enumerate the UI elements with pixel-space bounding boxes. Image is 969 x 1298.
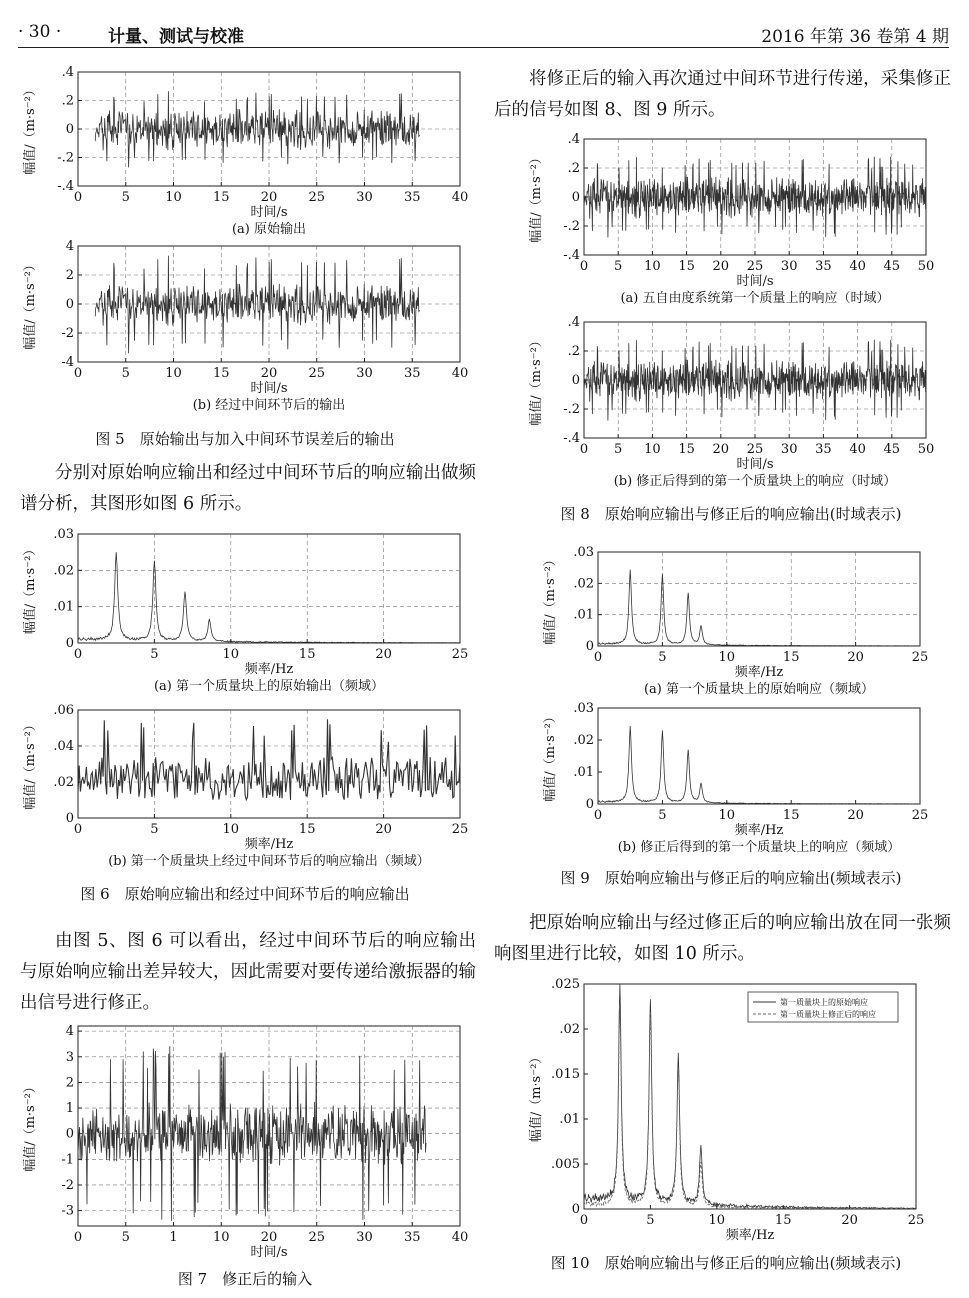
x-tick-label: 5: [658, 650, 667, 665]
y-tick-label: .4: [567, 132, 580, 147]
y-tick-label: -3: [61, 1203, 74, 1219]
plot-frame: [598, 552, 920, 646]
x-tick-label: 30: [356, 1230, 373, 1245]
x-tick-label: 15: [782, 808, 800, 823]
x-tick-label: 25: [308, 1230, 326, 1245]
figure-5-caption: 图 5 原始输出与加入中间环节误差后的输出: [95, 430, 395, 448]
x-tick-label: 0: [73, 1230, 83, 1245]
x-tick-label: 10: [222, 822, 240, 837]
x-tick-label: 5: [614, 442, 623, 457]
x-axis-label: 频率/Hz: [725, 1228, 775, 1243]
chart-f6b: [20, 703, 470, 870]
y-axis-label: 幅值/（m·s⁻²）: [543, 710, 558, 802]
x-axis-label: 频率/Hz: [734, 665, 784, 680]
x-tick-label: 50: [917, 442, 935, 457]
x-tick-label: 20: [712, 259, 730, 274]
y-tick-label: .01: [573, 607, 594, 623]
x-tick-label: 40: [451, 1230, 469, 1245]
journal-title: 计量、测试与校准: [108, 27, 244, 47]
chart-subtitle: (a) 第一个质量块上的原始响应（频域）: [643, 682, 875, 697]
y-tick-label: -1: [61, 1152, 74, 1168]
x-tick-label: 5: [121, 190, 130, 205]
y-axis-label: 幅值/（m·s⁻²）: [23, 258, 38, 350]
x-tick-label: 5: [121, 1230, 130, 1245]
x-tick-label: 10: [165, 190, 182, 205]
chart-f7: [20, 1022, 470, 1262]
y-tick-label: .03: [53, 527, 74, 542]
y-axis-label: 幅值/（m·s⁻²）: [23, 83, 38, 175]
x-tick-label: 50: [917, 259, 935, 274]
y-tick-label: 0: [65, 297, 74, 312]
y-tick-label: .01: [53, 599, 74, 615]
x-tick-label: 40: [451, 190, 469, 205]
page-header: [0, 0, 969, 48]
y-axis-label: 幅值/（m·s⁻²）: [529, 151, 544, 243]
x-tick-label: 20: [841, 1213, 858, 1228]
x-tick-label: 20: [260, 1230, 278, 1245]
x-tick-label: 35: [815, 259, 832, 274]
x-tick-label: 5: [658, 808, 667, 823]
x-tick-label: 15: [782, 650, 800, 665]
x-tick-label: 35: [403, 190, 421, 205]
paragraph-difference: 由图 5、图 6 可以看出，经过中间环节后的响应输出与原始响应输出差异较大，因此需要对要传递给激振器的输出信号进行修正。: [20, 931, 476, 1013]
y-axis-label: 幅值/（m·s⁻²）: [23, 1080, 38, 1172]
x-tick-label: 10: [222, 647, 240, 662]
x-tick-label: 35: [403, 1230, 421, 1245]
chart-subtitle: (b) 修正后得到的第一个质量块上的响应（时域）: [613, 474, 897, 489]
x-tick-label: 25: [746, 442, 764, 457]
figure-9-caption: 图 9 原始响应输出与修正后的响应输出(频域表示): [560, 869, 902, 887]
x-tick-label: 20: [847, 808, 864, 823]
y-tick-label: .02: [53, 563, 74, 579]
chart-subtitle: (a) 五自由度系统第一个质量上的响应（时域）: [620, 291, 890, 306]
y-tick-label: 0: [585, 639, 594, 654]
x-tick-label: 30: [780, 259, 798, 274]
y-tick-label: .4: [567, 315, 580, 330]
y-tick-label: -2: [61, 326, 74, 341]
x-axis-label: 时间/s: [736, 457, 774, 472]
y-tick-label: -.4: [563, 431, 580, 446]
y-tick-label: 4: [65, 239, 74, 254]
x-tick-label: 15: [678, 442, 695, 457]
x-tick-label: 20: [847, 650, 864, 665]
x-tick-label: 25: [907, 1213, 925, 1228]
x-tick-label: 25: [308, 366, 326, 381]
x-tick-label: 15: [212, 190, 230, 205]
chart-f9a: [540, 545, 930, 698]
x-tick-label: 10: [644, 442, 661, 457]
x-tick-label: 0: [579, 1213, 589, 1228]
y-tick-label: .02: [573, 733, 594, 748]
x-tick-label: 20: [260, 190, 278, 205]
y-tick-label: .02: [53, 775, 74, 790]
chart-subtitle: (b) 经过中间环节后的输出: [192, 398, 346, 413]
x-tick-label: 0: [579, 442, 589, 457]
y-tick-label: .2: [567, 344, 580, 359]
chart-f5a: [20, 65, 470, 238]
x-tick-label: 15: [298, 822, 316, 837]
y-tick-label: .2: [567, 161, 580, 176]
y-tick-label: .015: [551, 1067, 580, 1082]
x-tick-label: 10: [165, 366, 182, 381]
y-tick-label: .005: [551, 1157, 580, 1172]
x-axis-label: 时间/s: [250, 205, 288, 220]
y-tick-label: 0: [65, 1126, 74, 1142]
x-tick-label: 15: [774, 1213, 792, 1228]
y-tick-label: .02: [559, 1022, 580, 1037]
paragraph-repass: 将修正后的输入再次通过中间环节进行传递，采集修正后的信号如图 8、图 9 所示。: [494, 69, 951, 120]
figure-8-caption: 图 8 原始响应输出与修正后的响应输出(时域表示): [560, 505, 902, 523]
x-tick-label: 25: [451, 822, 469, 837]
y-tick-label: .03: [573, 701, 594, 716]
chart-f8a: [526, 132, 936, 307]
figure-6-caption: 图 6 原始响应输出和经过中间环节后的响应输出: [80, 885, 410, 903]
x-tick-label: 30: [780, 442, 798, 457]
x-tick-label: 20: [260, 366, 278, 381]
x-tick-label: 0: [579, 259, 589, 274]
x-tick-label: 40: [451, 366, 469, 381]
legend-label: 第一质量块上的原始响应: [780, 998, 868, 1007]
figure-7-caption: 图 7 修正后的输入: [177, 1270, 313, 1288]
y-tick-label: 1: [65, 1101, 74, 1117]
x-tick-label: 30: [356, 366, 373, 381]
x-tick-label: 0: [593, 808, 603, 823]
y-tick-label: -.2: [57, 150, 74, 166]
x-axis-label: 频率/Hz: [244, 837, 294, 852]
x-tick-label: 0: [593, 650, 603, 665]
y-tick-label: .01: [559, 1112, 580, 1127]
x-tick-label: 25: [308, 190, 326, 205]
chart-f9b: [540, 701, 930, 856]
y-tick-label: .2: [61, 93, 74, 109]
x-tick-label: 40: [849, 442, 866, 457]
plot-frame: [598, 708, 920, 804]
y-axis-label: 幅值/（m·s⁻²）: [529, 1050, 544, 1143]
y-tick-label: .4: [61, 65, 74, 80]
x-axis-label: 时间/s: [250, 1245, 288, 1260]
y-tick-label: -4: [61, 355, 74, 370]
chart-f8b: [526, 315, 936, 490]
y-tick-label: 0: [65, 636, 74, 651]
x-axis-label: 时间/s: [736, 274, 774, 289]
header-rule: [18, 47, 949, 48]
plot-frame: [78, 534, 460, 643]
x-tick-label: 25: [911, 650, 929, 665]
issue-info: 2016 年第 36 卷第 4 期: [761, 27, 949, 47]
x-tick-label: 25: [746, 259, 764, 274]
y-tick-label: -.2: [563, 402, 580, 417]
x-tick-label: 10: [708, 1213, 726, 1228]
chart-subtitle: (a) 第一个质量块上的原始输出（频域）: [153, 679, 385, 694]
chart-f10: [526, 977, 926, 1245]
y-tick-label: .06: [53, 703, 74, 718]
x-tick-label: 45: [883, 442, 901, 457]
x-tick-label: 10: [718, 808, 736, 823]
x-tick-label: 0: [73, 647, 83, 662]
y-tick-label: 0: [571, 1202, 580, 1217]
y-tick-label: 2: [65, 268, 74, 283]
x-tick-label: 45: [883, 259, 901, 274]
plot-frame: [78, 710, 460, 818]
y-tick-label: .02: [573, 576, 594, 592]
x-axis-label: 时间/s: [250, 381, 288, 396]
chart-subtitle: (b) 第一个质量块上经过中间环节后的响应输出（频域）: [108, 854, 430, 869]
x-tick-label: 0: [73, 366, 83, 381]
y-tick-label: .04: [53, 739, 74, 754]
y-tick-label: -.4: [57, 179, 74, 194]
y-axis-label: 幅值/（m·s⁻²）: [23, 542, 38, 635]
x-tick-label: 20: [712, 442, 730, 457]
x-tick-label: 20: [375, 822, 392, 837]
y-tick-label: 0: [571, 190, 580, 205]
y-tick-label: 0: [65, 122, 74, 137]
x-tick-label: 5: [150, 822, 159, 837]
x-tick-label: 15: [212, 366, 230, 381]
chart-f6a: [20, 527, 470, 695]
x-tick-label: 15: [298, 647, 316, 662]
x-tick-label: 35: [815, 442, 832, 457]
x-axis-label: 频率/Hz: [734, 823, 784, 838]
y-tick-label: .01: [573, 765, 594, 780]
x-tick-label: 10: [644, 259, 661, 274]
chart-subtitle: (b) 修正后得到的第一个质量块上的响应（频域）: [617, 840, 901, 855]
y-tick-label: .03: [573, 545, 594, 560]
y-tick-label: 3: [65, 1049, 74, 1065]
y-tick-label: .025: [551, 977, 580, 992]
chart-f5b: [20, 239, 470, 414]
x-tick-label: 1: [169, 1230, 178, 1245]
y-tick-label: -.2: [563, 219, 580, 234]
x-tick-label: 40: [849, 259, 866, 274]
y-tick-label: -.4: [563, 248, 580, 263]
x-tick-label: 10: [212, 1230, 230, 1245]
x-tick-label: 10: [718, 650, 736, 665]
x-tick-label: 5: [646, 1213, 655, 1228]
x-tick-label: 0: [73, 822, 83, 837]
x-tick-label: 5: [150, 647, 159, 662]
y-tick-label: 2: [65, 1075, 74, 1091]
x-tick-label: 20: [375, 647, 392, 662]
x-tick-label: 5: [121, 366, 130, 381]
x-tick-label: 25: [451, 647, 469, 662]
page-number: · 30 ·: [18, 22, 62, 42]
chart-subtitle: (a) 原始输出: [231, 222, 307, 237]
x-tick-label: 30: [356, 190, 373, 205]
y-axis-label: 幅值/（m·s⁻²）: [23, 718, 38, 810]
y-tick-label: 0: [571, 373, 580, 388]
x-tick-label: 15: [678, 259, 695, 274]
legend-label: 第一质量块上修正后的响应: [780, 1010, 876, 1019]
x-tick-label: 0: [73, 190, 83, 205]
y-tick-label: 0: [585, 797, 594, 812]
y-tick-label: 4: [65, 1024, 74, 1040]
y-axis-label: 幅值/（m·s⁻²）: [543, 553, 558, 645]
y-tick-label: 0: [65, 811, 74, 826]
y-tick-label: -2: [61, 1177, 74, 1193]
x-tick-label: 25: [911, 808, 929, 823]
y-axis-label: 幅值/（m·s⁻²）: [529, 334, 544, 426]
paragraph-spectrum-intro: 分别对原始响应输出和经过中间环节后的响应输出做频谱分析，其图形如图 6 所示。: [20, 463, 476, 514]
figure-10-caption: 图 10 原始响应输出与修正后的响应输出(频域表示): [550, 1254, 902, 1272]
x-tick-label: 5: [614, 259, 623, 274]
paragraph-compare: 把原始响应输出与经过修正后的响应输出放在同一张频响图里进行比较，如图 10 所示。: [494, 913, 951, 964]
x-axis-label: 频率/Hz: [244, 662, 294, 677]
x-tick-label: 35: [403, 366, 421, 381]
